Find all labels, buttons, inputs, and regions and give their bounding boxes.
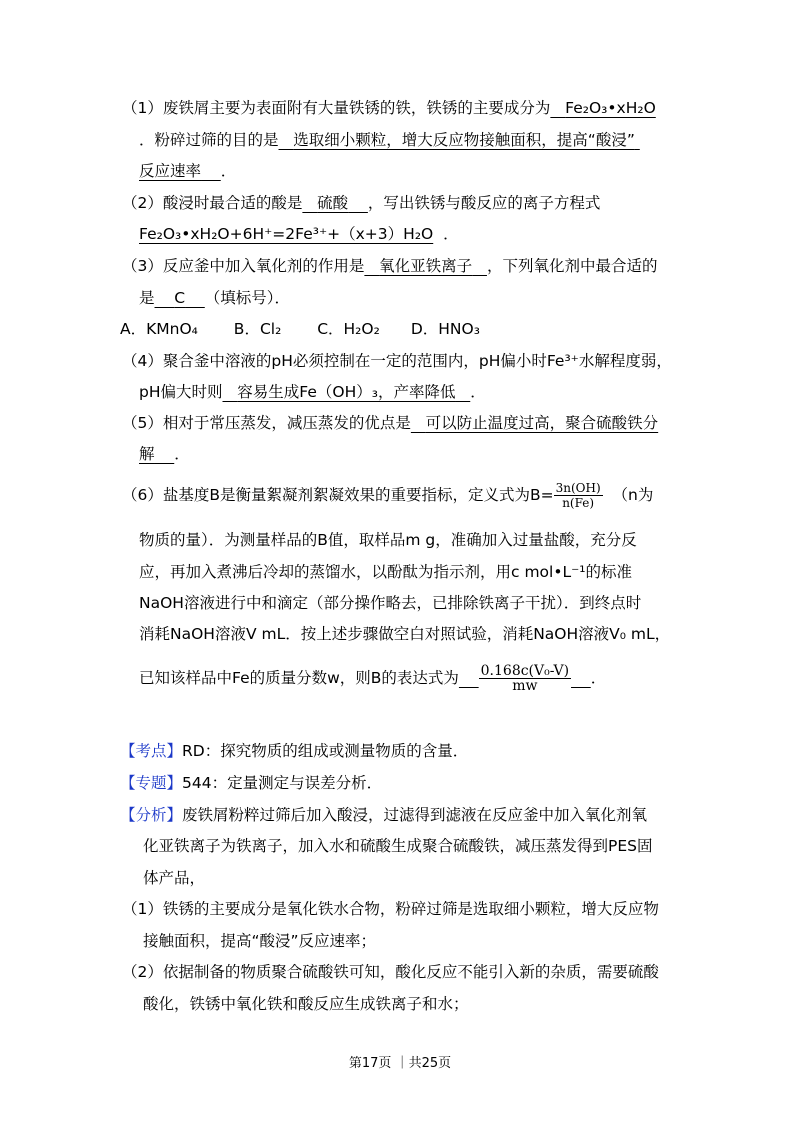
q6-line2: 物质的量）．为测量样品的B值，取样品m g，准确加入过量盐酸，充分反	[139, 531, 637, 549]
q1-answer-purpose-cont: 反应速率	[139, 162, 202, 180]
q1-answer-purpose: 选取细小颗粒，增大反应物接触面积，提高“酸浸”	[293, 131, 635, 149]
q5-line1: （5）相对于常压蒸发，减压蒸发的优点是 可以防止温度过高，聚合硫酸铁分	[122, 414, 659, 432]
q5-answer: 可以防止温度过高，聚合硫酸铁分	[425, 414, 659, 432]
q3-line2: 是 C （填标号）．	[139, 289, 291, 307]
fenxi-p2a: （2）依据制备的物质聚合硫酸铁可知，酸化反应不能引入新的杂质，需要硫酸	[122, 963, 659, 981]
q1-text: （1）废铁屑主要为表面附有大量铁锈的铁，铁锈的主要成分为	[122, 99, 551, 117]
b-definition-fraction: $\frac{3n(OH)}{n(Fe)}$	[555, 481, 601, 510]
fenxi-line3: 体产品，	[143, 869, 206, 887]
q2-line2: Fe₂O₃•xH₂O+6H⁺=2Fe³⁺+（x+3）H₂O ．	[139, 225, 459, 243]
zhuanti-tag: 【专题】	[120, 774, 183, 792]
q3-options: A．KMnO₄ B．Cl₂ C．H₂O₂ D．HNO₃	[120, 320, 480, 338]
q1-line2	[139, 130, 640, 150]
b-expression-fraction: $\frac{\text{0.168c(V₀-V)}}{mw}$	[480, 663, 570, 694]
zhuanti-line: 【专题】544：定量测定与误差分析．	[120, 774, 383, 792]
q2-answer-acid: 硫酸	[317, 194, 349, 212]
q6-line5: 消耗NaOH溶液V mL．按上述步骤做空白对照试验，消耗NaOH溶液V₀ mL，	[139, 625, 671, 643]
q6-line3: 应，再加入煮沸后冷却的蒸馏水，以酚酞为指示剂，用c mol•L⁻¹的标准	[139, 563, 633, 581]
fenxi-tag: 【分析】	[120, 806, 183, 824]
q5-answer-cont: 解	[139, 445, 155, 463]
q4-line1: （4）聚合釜中溶液的pH必须控制在一定的范围内，pH偏小时Fe³⁺水解程度弱，	[122, 352, 672, 370]
q6-answer	[459, 663, 591, 694]
kaodian-tag: 【考点】	[120, 742, 183, 760]
q1-line3: 反应速率 ．	[139, 162, 237, 180]
q5-line2: 解 ．	[139, 445, 190, 463]
q1-text2: ．粉碎过筛的目的是	[139, 131, 279, 149]
fenxi-p2b: 酸化，铁锈中氧化铁和酸反应生成铁离子和水；	[143, 995, 469, 1013]
q6-line1: （6）盐基度B是衡量絮凝剂絮凝效果的重要指标，定义式为B= $\frac{3n(OH)}{n(Fe)}$ （n为	[122, 481, 654, 510]
q3-answer-role: 氧化亚铁离子	[379, 257, 473, 275]
fenxi-line1: 【分析】废铁屑粉粹过筛后加入酸浸，过滤得到滤液在反应釜中加入氧化剂氧	[120, 806, 648, 824]
q6-line4: NaOH溶液进行中和滴定（部分操作略去，已排除铁离子干扰）．到终点时	[139, 594, 642, 612]
q2-answer-equation: Fe₂O₃•xH₂O+6H⁺=2Fe³⁺+（x+3）H₂O	[139, 225, 434, 243]
fenxi-line2: 化亚铁离子为铁离子，加入水和硫酸生成聚合硫酸铁，减压蒸发得到PES固	[143, 837, 653, 855]
page-footer: 第17页 ｜共25页	[348, 1056, 452, 1071]
q4-answer: 容易生成Fe（OH）₃，产率降低	[237, 383, 456, 401]
kaodian-line: 【考点】RD：探究物质的组成或测量物质的含量．	[120, 742, 469, 760]
q4-line2: pH偏大时则 容易生成Fe（OH）₃，产率降低 ．	[139, 383, 486, 401]
q3-answer-choice: C	[174, 289, 186, 307]
q6-line6: 已知该样品中Fe的质量分数w，则B的表达式为 $\frac{\text{0.168c(V₀-V)}}{mw}$ ．	[139, 663, 607, 694]
q1-answer-fe2o3: Fe₂O₃•xH₂O	[565, 99, 656, 117]
fenxi-p1a: （1）铁锈的主要成分是氧化铁水合物，粉碎过筛是选取细小颗粒，增大反应物	[122, 900, 659, 918]
q3-line1: （3）反应釜中加入氧化剂的作用是 氧化亚铁离子 ，下列氧化剂中最合适的	[122, 257, 658, 275]
fenxi-p1b: 接触面积，提高“酸浸”反应速率；	[143, 932, 377, 950]
q1-line1	[122, 98, 656, 118]
q2-line1: （2）酸浸时最合适的酸是 硫酸 ，写出铁锈与酸反应的离子方程式	[122, 194, 601, 212]
